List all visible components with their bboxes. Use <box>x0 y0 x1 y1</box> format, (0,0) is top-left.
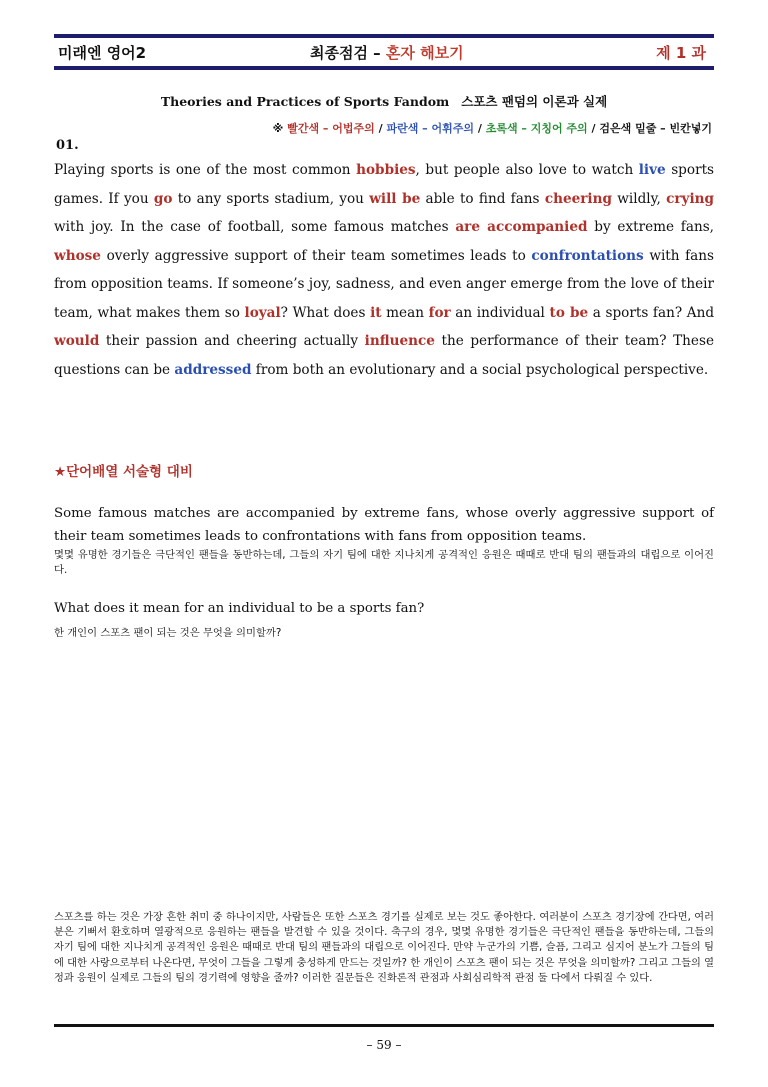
title-korean: 스포츠 팬덤의 이론과 실제 <box>461 94 608 109</box>
grammar-word: cheering <box>544 190 612 207</box>
passage-segment: a sports fan? And <box>588 304 715 321</box>
legend-separator: / <box>474 122 486 135</box>
passage-segment: mean <box>381 304 429 321</box>
grammar-word: for <box>428 304 451 321</box>
lesson-label: 제 1 과 <box>656 44 706 62</box>
header-center-prefix: 최종점검 – <box>310 44 386 62</box>
page-header <box>54 40 714 64</box>
grammar-word: whose <box>54 247 101 264</box>
passage-segment: from both an evolutionary and a social psychological perspective. <box>251 361 709 378</box>
legend-blue: 파란색 – 어휘주의 <box>386 122 474 135</box>
grammar-word: would <box>54 333 100 349</box>
grammar-word: go <box>153 190 173 207</box>
legend-mark: ※ <box>272 122 284 135</box>
passage-segment: their passion and cheering actually <box>99 333 365 349</box>
vocab-word: addressed <box>174 361 252 378</box>
passage-segment: overly aggressive support of their team sometimes leads to <box>100 247 532 264</box>
header-rule-top <box>54 34 714 38</box>
legend-black: 검은색 밑줄 – 빈칸넣기 <box>599 122 712 135</box>
grammar-word: influence <box>364 333 435 349</box>
passage-text <box>54 156 714 384</box>
header-center-highlight: 혼자 해보기 <box>385 44 464 62</box>
title-english: Theories and Practices of Sports Fandom <box>160 94 450 109</box>
grammar-word: to be <box>549 304 589 321</box>
grammar-word: crying <box>666 190 714 207</box>
passage-title <box>0 92 768 110</box>
grammar-word: are accompanied <box>455 219 588 235</box>
question-number: 01. <box>56 138 79 153</box>
passage-segment: able to find fans <box>420 190 545 207</box>
passage-segment: an individual <box>450 304 550 321</box>
page-number: – 59 – <box>366 1038 402 1052</box>
item-english: Some famous matches are accompanied by extreme fans, whose overly aggressive support of their team sometimes leads to confrontations with fans from opposition teams. <box>54 506 714 544</box>
item-korean: 몇몇 유명한 경기들은 극단적인 팬들을 동반하는데, 그들의 자기 팀에 대한 지나치게 공격적인 응원은 때때로 반대 팀의 팬들과의 대립으로 이어진다. <box>54 549 714 576</box>
item-korean: 한 개인이 스포츠 팬이 되는 것은 무엇을 의미할까? <box>54 627 282 639</box>
passage-segment: sports games. If you <box>54 162 715 207</box>
passage-segment: by extreme fans, <box>587 219 714 235</box>
color-legend <box>273 120 712 136</box>
grammar-word: it <box>370 304 382 321</box>
grammar-word: will be <box>369 190 421 207</box>
passage-segment: Playing sports is one of the most common <box>54 162 357 178</box>
legend-red: 빨간색 – 어법주의 <box>287 122 375 135</box>
legend-green: 초록색 – 지칭어 주의 <box>485 122 588 135</box>
korean-translation: 스포츠를 하는 것은 가장 흔한 취미 중 하나이지만, 사람들은 또한 스포츠 경기를 실제로 보는 것도 좋아한다. 여러분이 스포츠 경기장에 간다면, 여러분은 기뻐서 환호하며 열광적으로 응원하는 팬들을 발견할 수 있을 것이다. 축구의 경우, 몇몇 유명한 경기들은 극단적인 팬들을 동반하는데, 그들의 자기 팀에 대한 지나치게 공격적인 응원은 때때로 반대 팀의 팬들과의 대립으로 이어진다. 만약 누군가의 기쁨, 슬픔, 그리고 심지어 분노가 그들의 팀에 대한 사랑으로부터 나온다면, 무엇이 그들을 그렇게 충성하게 만드는 것일까? 한 개인이 스포츠 팬이 되는 것은 무엇을 의미할까? 그리고 그들의 열정과 응원이 실제로 그들의 팀의 경기력에 영향을 줄까? 이러한 질문들은 진화론적 관점과 사회심리학적 관점 둘 다에서 다뤄질 수 있다. <box>54 912 714 984</box>
passage-segment: the performance of their team? These questions can be <box>54 333 714 378</box>
passage-segment: with joy. In the case of football, some famous matches <box>54 219 456 235</box>
legend-separator: / <box>587 122 600 135</box>
header-center <box>310 42 464 63</box>
header-rule-bottom <box>54 66 714 70</box>
passage-segment: ? What does <box>280 304 371 321</box>
passage-segment: wildly, <box>612 190 667 207</box>
section-title: ★단어배열 서술형 대비 <box>54 464 193 480</box>
legend-separator: / <box>374 122 387 135</box>
textbook-name: 미래엔 영어2 <box>58 44 147 62</box>
passage-segment: with fans from opposition teams. If someone’s joy, sadness, and even anger emerge from the love of their team, what makes them so <box>54 247 714 321</box>
passage-segment: , but people also love to watch <box>415 162 639 178</box>
grammar-word: hobbies <box>356 162 416 178</box>
footer-rule <box>54 1024 714 1027</box>
grammar-word: loyal <box>244 304 281 321</box>
item-english: What does it mean for an individual to be a sports fan? <box>54 601 425 616</box>
vocab-word: live <box>638 162 666 178</box>
passage-segment: to any sports stadium, you <box>172 190 370 207</box>
vocab-word: confrontations <box>531 247 644 264</box>
